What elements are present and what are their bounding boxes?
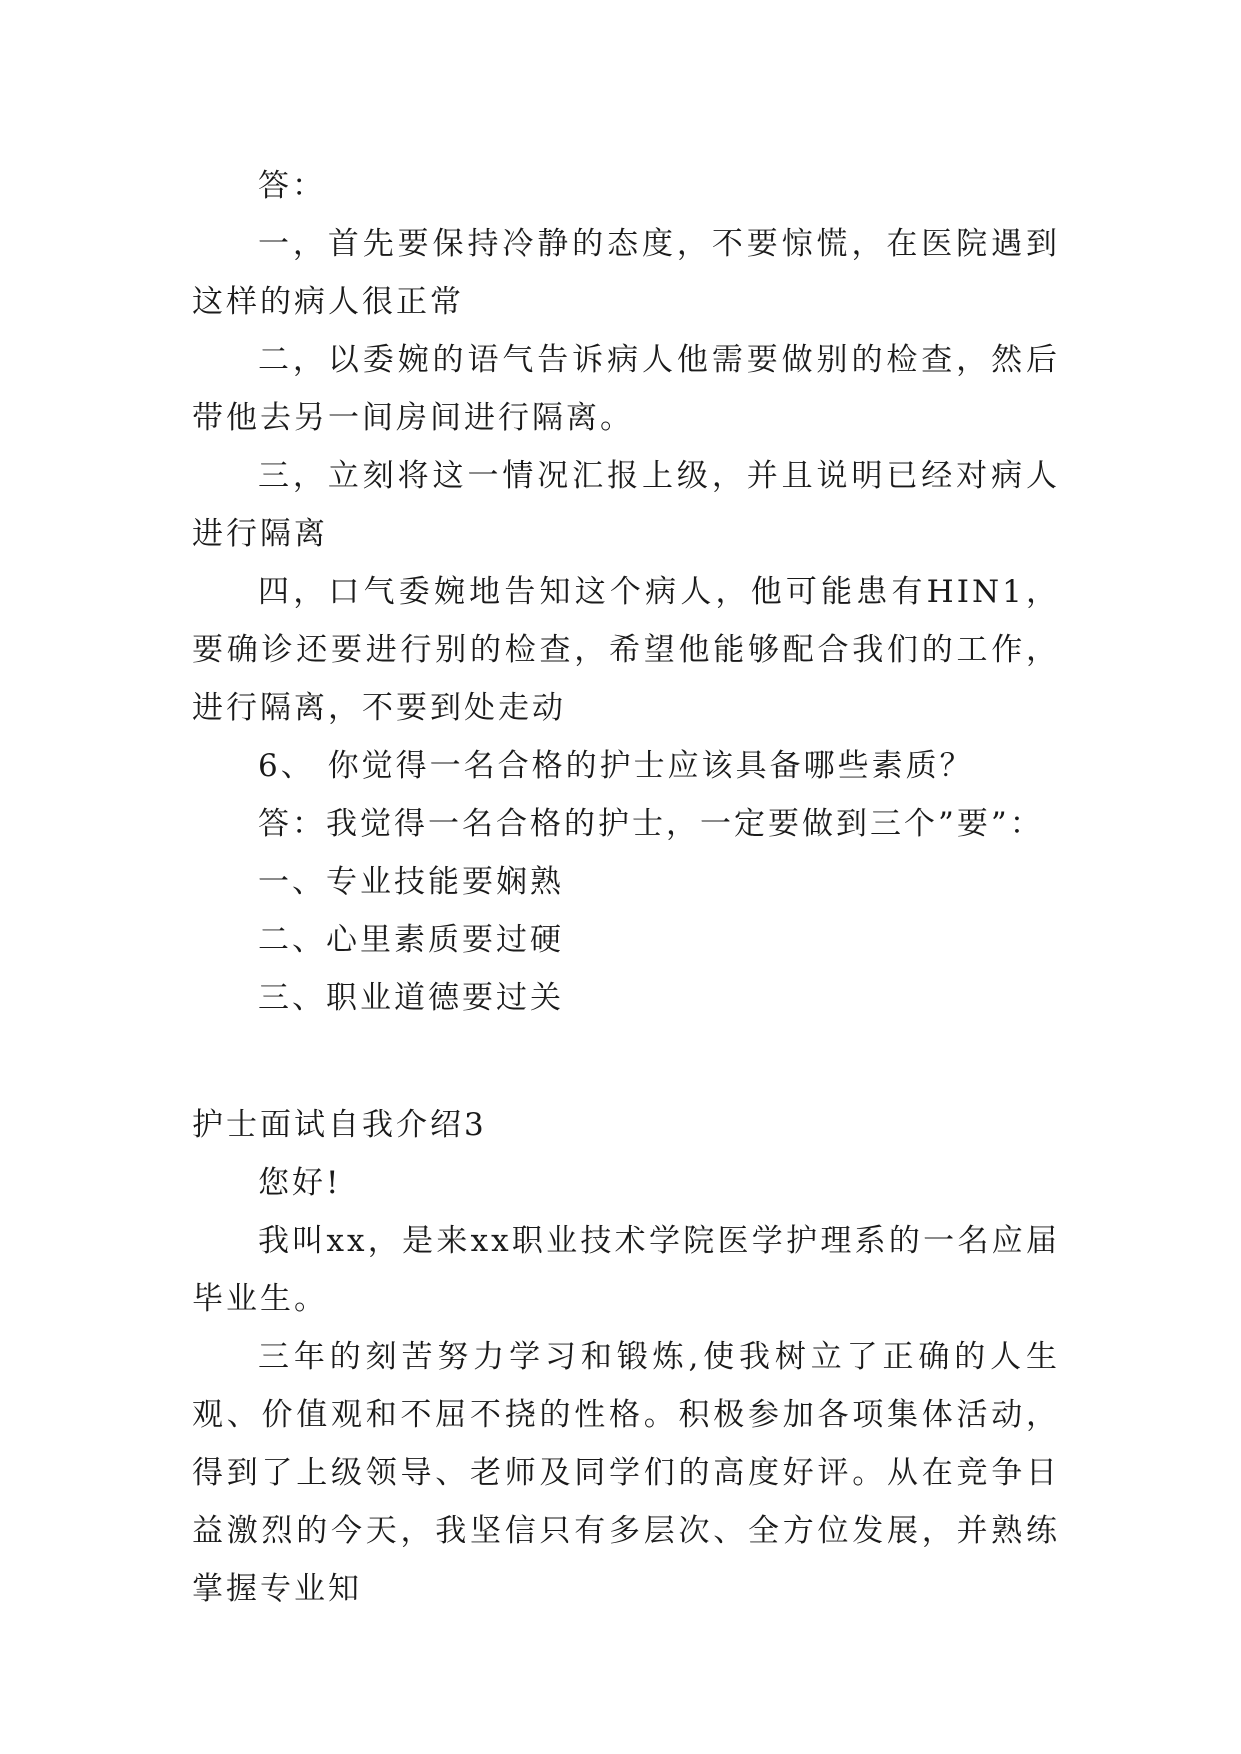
answer-point-4: 四，口气委婉地告知这个病人，他可能患有HIN1，要确诊还要进行别的检查，希望他能够配合我们的工作，进行隔离，不要到处走动 [192, 574, 1060, 726]
intro-paragraph-2: 三年的刻苦努力学习和锻炼,使我树立了正确的人生观、价值观和不屈不挠的性格。积极参加各项集体活动，得到了上级领导、老师及同学们的高度好评。从在竞争日益激烈的今天，我坚信只有多层次、全方位发展，并熟练掌握专业知 [192, 1339, 1060, 1607]
intro-paragraph-1: 我叫xx，是来xx职业技术学院医学护理系的一名应届毕业生。 [192, 1223, 1060, 1317]
answer-point-2: 二，以委婉的语气告诉病人他需要做别的检查，然后带他去另一间房间进行隔离。 [192, 342, 1060, 436]
answer-point-3: 三，立刻将这一情况汇报上级，并且说明已经对病人进行隔离 [192, 458, 1060, 552]
answer-6-intro: 答：我觉得一名合格的护士，一定要做到三个”要”： [258, 806, 1044, 842]
answer-section [192, 157, 1060, 1027]
answer-point-1: 一，首先要保持冷静的态度，不要惊慌，在医院遇到这样的病人很正常 [192, 226, 1060, 320]
greeting: 您好! [258, 1165, 342, 1201]
answer-6-item-2: 二、心里素质要过硬 [258, 922, 564, 958]
answer-6-item-1: 一、专业技能要娴熟 [258, 864, 564, 900]
answer-6-item-3: 三、职业道德要过关 [258, 980, 564, 1016]
section-title: 护士面试自我介绍3 [192, 1107, 487, 1143]
question-6: 6、 你觉得一名合格的护士应该具备哪些素质？ [258, 748, 974, 784]
answer-label: 答： [258, 168, 326, 204]
intro-section [192, 1154, 1060, 1618]
